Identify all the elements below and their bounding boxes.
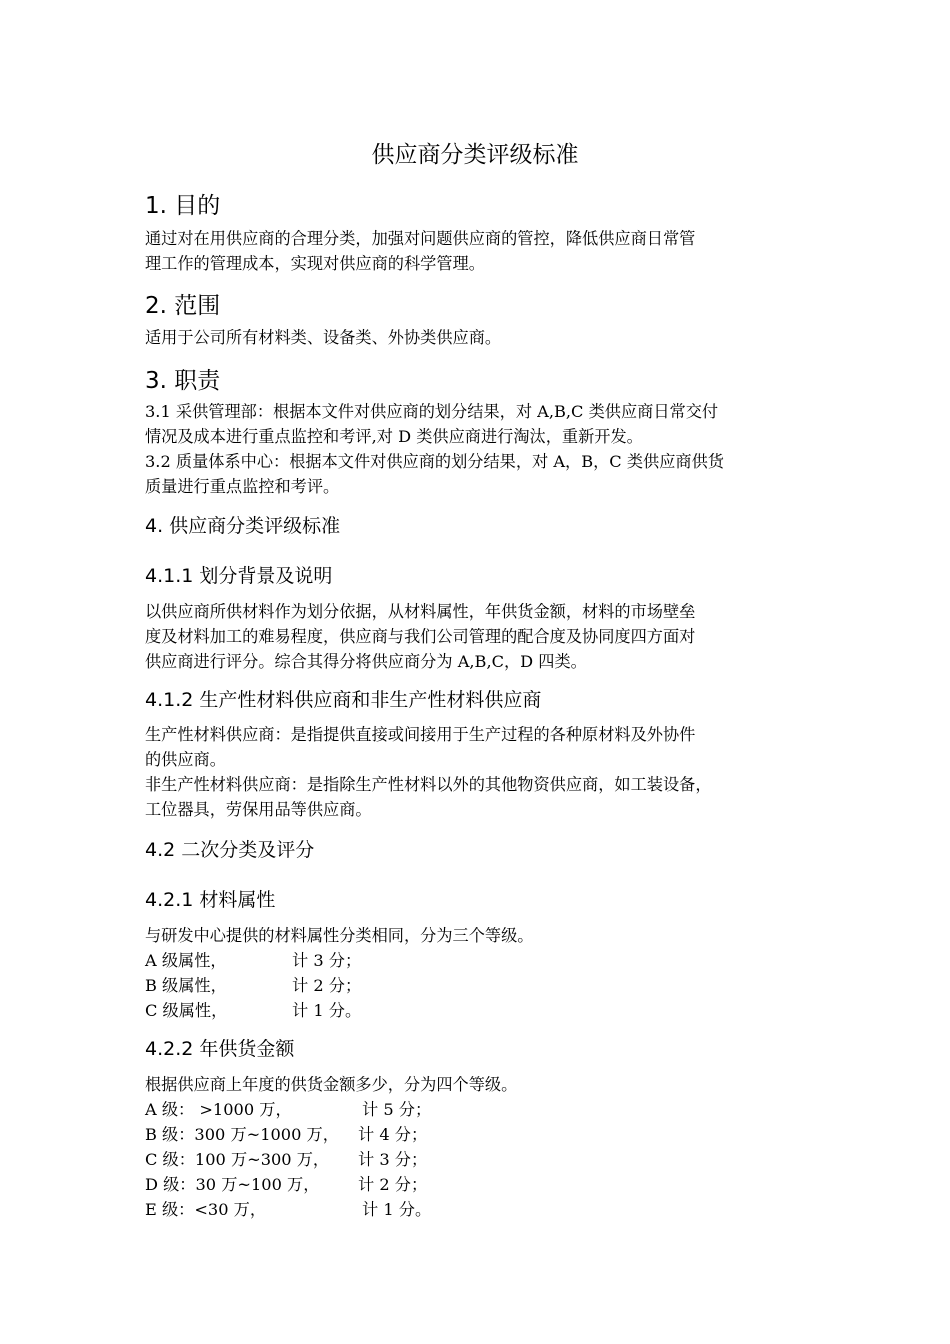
section-4-2-2-intro: 根据供应商上年度的供货金额多少，分为四个等级。 <box>145 1075 518 1094</box>
grade-label: E 级：<30 万， <box>145 1200 267 1219</box>
amount-grade-row <box>145 1172 428 1197</box>
section-3-heading: 3. 职责 <box>145 368 221 394</box>
section-4-2-heading: 4.2 二次分类及评分 <box>145 839 315 861</box>
section-4-1-2-heading: 4.1.2 生产性材料供应商和非生产性材料供应商 <box>145 689 542 711</box>
grade-label: A 级： >1000 万， <box>145 1100 292 1119</box>
section-1-line-2: 理工作的管理成本，实现对供应商的科学管理。 <box>145 254 485 273</box>
section-4-1-1-line-2: 度及材料加工的难易程度，供应商与我们公司管理的配合度及协同度四方面对 <box>145 627 696 646</box>
section-4-1-1-heading: 4.1.1 划分背景及说明 <box>145 565 333 587</box>
grade-score: 计 5 分； <box>362 1100 432 1119</box>
grade-label: B 级属性， <box>145 976 227 995</box>
grade-score: 计 2 分； <box>358 1175 428 1194</box>
grade-label: B 级：300 万~1000 万， <box>145 1125 339 1144</box>
amount-grade-row <box>145 1197 432 1222</box>
grade-label: C 级属性， <box>145 1001 228 1020</box>
section-3-line-2: 情况及成本进行重点监控和考评,对 D 类供应商进行淘汰，重新开发。 <box>145 427 643 446</box>
grade-label: D 级：30 万~100 万， <box>145 1175 320 1194</box>
grade-label: C 级：100 万~300 万， <box>145 1150 330 1169</box>
amount-grade-row <box>145 1147 428 1172</box>
grade-score: 计 3 分； <box>292 951 362 970</box>
grade-label: A 级属性， <box>145 951 227 970</box>
attribute-grade-row <box>145 948 362 973</box>
section-3-line-1: 3.1 采供管理部：根据本文件对供应商的划分结果，对 A,B,C 类供应商日常交付 <box>145 402 719 421</box>
section-4-1-1-line-3: 供应商进行评分。综合其得分将供应商分为 A,B,C，D 四类。 <box>145 652 587 671</box>
grade-score: 计 1 分。 <box>362 1200 432 1219</box>
section-4-1-2-line-3: 非生产性材料供应商：是指除生产性材料以外的其他物资供应商，如工装设备， <box>145 775 712 794</box>
section-4-heading: 4. 供应商分类评级标准 <box>145 515 341 537</box>
grade-score: 计 2 分； <box>292 976 362 995</box>
attribute-grade-row <box>145 998 362 1023</box>
document-title: 供应商分类评级标准 <box>371 142 579 168</box>
section-4-1-1-line-1: 以供应商所供材料作为划分依据，从材料属性，年供货金额，材料的市场壁垒 <box>145 602 696 621</box>
section-4-1-2-line-4: 工位器具，劳保用品等供应商。 <box>145 800 372 819</box>
section-4-2-1-intro: 与研发中心提供的材料属性分类相同，分为三个等级。 <box>145 926 534 945</box>
grade-score: 计 1 分。 <box>292 1001 362 1020</box>
section-2-line-1: 适用于公司所有材料类、设备类、外协类供应商。 <box>145 328 502 347</box>
section-2-heading: 2. 范围 <box>145 293 221 319</box>
section-4-1-2-line-2: 的供应商。 <box>145 750 226 769</box>
section-4-1-2-line-1: 生产性材料供应商：是指提供直接或间接用于生产过程的各种原材料及外协件 <box>145 725 696 744</box>
attribute-grade-row <box>145 973 362 998</box>
amount-grade-row <box>145 1097 432 1122</box>
section-1-line-1: 通过对在用供应商的合理分类，加强对问题供应商的管控，降低供应商日常管 <box>145 229 696 248</box>
section-1-heading: 1. 目的 <box>145 193 221 219</box>
section-3-line-4: 质量进行重点监控和考评。 <box>145 477 340 496</box>
grade-score: 计 3 分； <box>358 1150 428 1169</box>
section-4-2-1-heading: 4.2.1 材料属性 <box>145 889 276 911</box>
section-3-line-3: 3.2 质量体系中心：根据本文件对供应商的划分结果，对 A，B，C 类供应商供货 <box>145 452 724 471</box>
amount-grade-row <box>145 1122 428 1147</box>
grade-score: 计 4 分； <box>358 1125 428 1144</box>
section-4-2-2-heading: 4.2.2 年供货金额 <box>145 1038 295 1060</box>
